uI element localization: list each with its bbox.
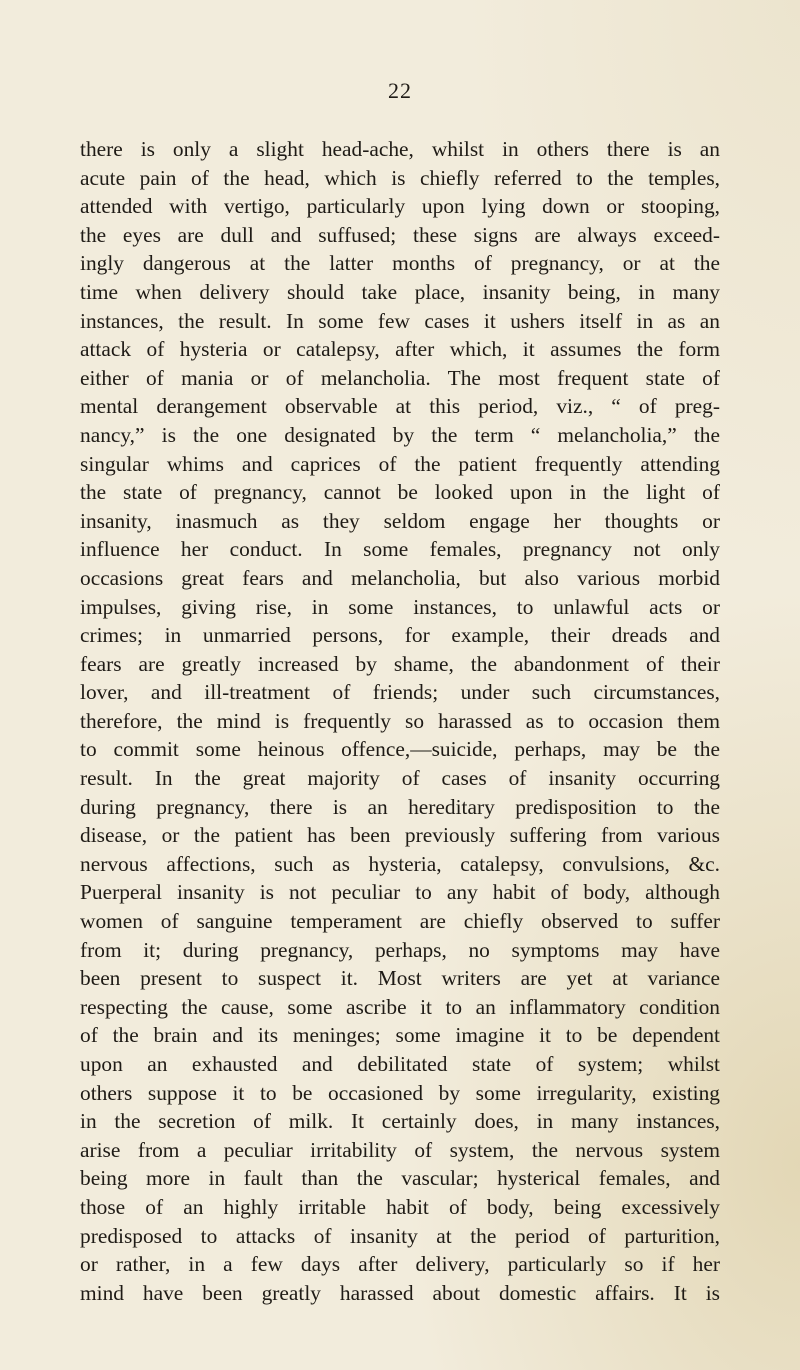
text-line: singular whims and caprices of the patient frequently attending — [80, 451, 720, 476]
text-line: women of sanguine temperament are chiefly observed to suffer — [80, 909, 720, 934]
text-line: instances, the result. In some few cases it ushers itself in as an — [80, 308, 720, 333]
text-line: crimes; in unmarried persons, for example, their dreads and — [80, 623, 720, 648]
text-line: result. In the great majority of cases of insanity occurring — [80, 766, 720, 791]
text-line: to commit some heinous offence,—suicide, perhaps, may be the — [80, 737, 720, 762]
text-line: predisposed to attacks of insanity at the period of parturition, — [80, 1223, 720, 1248]
text-line: either of mania or of melancholia. The most frequent state of — [80, 365, 720, 390]
text-line: acute pain of the head, which is chiefly referred to the temples, — [80, 165, 720, 190]
text-line: nancy,” is the one designated by the term “ melancholia,” the — [80, 422, 720, 447]
text-line: attended with vertigo, particularly upon lying down or stooping, — [80, 194, 720, 219]
text-line: time when delivery should take place, insanity being, in many — [80, 279, 720, 304]
text-line: disease, or the patient has been previously suffering from various — [80, 823, 720, 848]
text-line: of the brain and its meninges; some imagine it to be dependent — [80, 1023, 720, 1048]
text-line: others suppose it to be occasioned by some irregularity, existing — [80, 1080, 720, 1105]
text-line: during pregnancy, there is an hereditary predisposition to the — [80, 794, 720, 819]
text-line: mental derangement observable at this period, viz., “ of preg- — [80, 394, 720, 419]
text-line: those of an highly irritable habit of body, being excessively — [80, 1194, 720, 1219]
text-line: insanity, inasmuch as they seldom engage her thoughts or — [80, 508, 720, 533]
text-line: mind have been greatly harassed about domestic affairs. It is — [80, 1280, 720, 1305]
text-line: there is only a slight head-ache, whilst in others there is an — [80, 137, 720, 161]
text-line: arise from a peculiar irritability of system, the nervous system — [80, 1137, 720, 1162]
body-text — [80, 135, 720, 1307]
text-line: the eyes are dull and suffused; these signs are always exceed- — [80, 222, 720, 247]
text-line: occasions great fears and melancholia, but also various morbid — [80, 565, 720, 590]
text-line: fears are greatly increased by shame, the abandonment of their — [80, 651, 720, 676]
text-line: nervous affections, such as hysteria, catalepsy, convulsions, &c. — [80, 851, 720, 876]
text-line: influence her conduct. In some females, pregnancy not only — [80, 537, 720, 562]
text-line: in the secretion of milk. It certainly does, in many instances, — [80, 1109, 720, 1134]
text-line: impulses, giving rise, in some instances, to unlawful acts or — [80, 594, 720, 619]
text-line: or rather, in a few days after delivery, particularly so if her — [80, 1252, 720, 1277]
text-line: the state of pregnancy, cannot be looked upon in the light of — [80, 480, 720, 505]
text-line: upon an exhausted and debilitated state of system; whilst — [80, 1052, 720, 1076]
text-line: Puerperal insanity is not peculiar to any habit of body, although — [80, 880, 720, 905]
text-line: from it; during pregnancy, perhaps, no symptoms may have — [80, 937, 720, 962]
text-line: therefore, the mind is frequently so harassed as to occasion them — [80, 708, 720, 733]
page-number: 22 — [388, 78, 412, 103]
text-line: attack of hysteria or catalepsy, after which, it assumes the form — [80, 337, 720, 362]
text-line: been present to suspect it. Most writers are yet at variance — [80, 966, 720, 991]
text-line: lover, and ill-treatment of friends; under such circumstances, — [80, 680, 720, 705]
text-line: respecting the cause, some ascribe it to an inflammatory condition — [80, 994, 720, 1019]
text-line: ingly dangerous at the latter months of pregnancy, or at the — [80, 251, 720, 276]
text-line: being more in fault than the vascular; hysterical females, and — [80, 1166, 720, 1191]
